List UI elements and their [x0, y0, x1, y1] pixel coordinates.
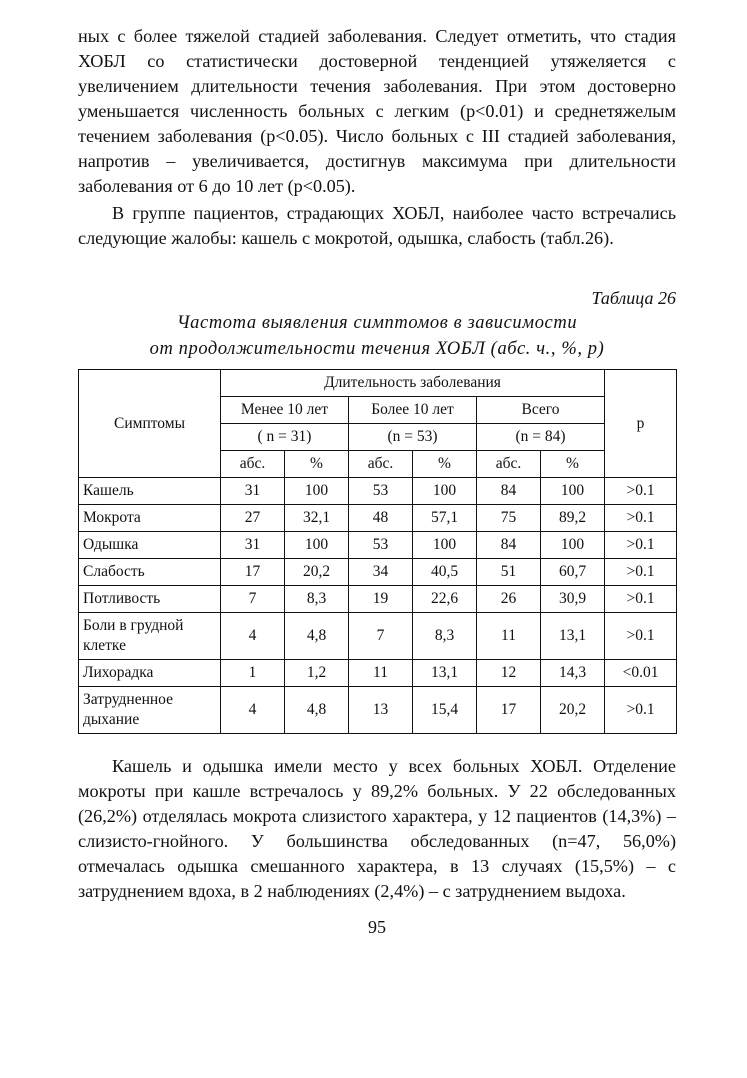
cell-abs: 4 [221, 687, 285, 734]
cell-abs: 84 [477, 478, 541, 505]
cell-abs: 11 [477, 613, 541, 660]
header-abs: абс. [221, 451, 285, 478]
symptom-name: Мокрота [79, 505, 221, 532]
cell-abs: 31 [221, 478, 285, 505]
header-abs: абс. [477, 451, 541, 478]
cell-pct: 57,1 [413, 505, 477, 532]
table-row [79, 478, 677, 505]
cell-pct: 30,9 [541, 586, 605, 613]
symptoms-table [78, 369, 677, 734]
cell-abs: 53 [349, 532, 413, 559]
cell-p: <0.01 [605, 660, 677, 687]
cell-abs: 12 [477, 660, 541, 687]
cell-pct: 13,1 [541, 613, 605, 660]
cell-pct: 100 [541, 532, 605, 559]
table-row [79, 586, 677, 613]
cell-p: >0.1 [605, 478, 677, 505]
cell-pct: 4,8 [285, 613, 349, 660]
cell-abs: 51 [477, 559, 541, 586]
cell-pct: 89,2 [541, 505, 605, 532]
cell-abs: 31 [221, 532, 285, 559]
header-symptoms: Симптомы [79, 370, 221, 478]
paragraph-findings: Кашель и одышка имели место у всех больных ХОБЛ. Отделение мокроты при кашле встречалось у 89,2% больных. У 22 обследованных (26,2%) отделялась мокрота слизистого характера, у 12 пациентов (14,3%) – слизисто-гнойного. У большинства обследованных (n=47, 56,0%) отмечалась одышка смешанного характера, в 13 случаях (15,5%) – с затруднением вдоха, в 2 наблюдениях (2,4%) – с затруднением выдоха. [78, 756, 676, 901]
cell-abs: 4 [221, 613, 285, 660]
table-title-line-2: от продолжительности течения ХОБЛ (абс. ч., %, р) [149, 339, 605, 359]
table-row [79, 687, 677, 734]
header-abs: абс. [349, 451, 413, 478]
cell-pct: 8,3 [413, 613, 477, 660]
cell-p: >0.1 [605, 532, 677, 559]
cell-p: >0.1 [605, 559, 677, 586]
table-row [79, 613, 677, 660]
header-pct: % [413, 451, 477, 478]
cell-abs: 17 [221, 559, 285, 586]
cell-pct: 20,2 [541, 687, 605, 734]
table-row [79, 505, 677, 532]
symptom-name: Слабость [79, 559, 221, 586]
header-group3-label: Всего [477, 397, 605, 424]
symptom-name: Лихорадка [79, 660, 221, 687]
table-row [79, 532, 677, 559]
header-group2-label: Более 10 лет [349, 397, 477, 424]
cell-pct: 14,3 [541, 660, 605, 687]
table-body [79, 478, 677, 734]
cell-abs: 1 [221, 660, 285, 687]
symptom-name: Боли в грудной клетке [79, 613, 221, 660]
cell-abs: 34 [349, 559, 413, 586]
paragraph-intro: ных с более тяжелой стадией заболевания. Следует отметить, что стадия ХОБЛ со статистически достоверной тенденцией утяжеляется с увеличением длительности течения заболевания. При этом достоверно уменьшается численность больных с легким (p<0.01) и среднетяжелым течением заболевания (p<0.05). Число больных с III стадией заболевания, напротив – увеличивается, достигнув максимума при длительности заболевания от 6 до 10 лет (p<0.05). [78, 26, 676, 196]
header-pct: % [541, 451, 605, 478]
cell-abs: 7 [349, 613, 413, 660]
symptom-name: Кашель [79, 478, 221, 505]
cell-pct: 100 [541, 478, 605, 505]
cell-pct: 15,4 [413, 687, 477, 734]
table-title-line-1: Частота выявления симптомов в зависимости [176, 313, 578, 333]
cell-abs: 26 [477, 586, 541, 613]
cell-p: >0.1 [605, 586, 677, 613]
cell-pct: 40,5 [413, 559, 477, 586]
header-pct: % [285, 451, 349, 478]
table-row [79, 559, 677, 586]
cell-pct: 4,8 [285, 687, 349, 734]
header-group1-label: Менее 10 лет [221, 397, 349, 424]
cell-abs: 13 [349, 687, 413, 734]
paragraph-complaints: В группе пациентов, страдающих ХОБЛ, наиболее часто встречались следующие жалобы: кашель с мокротой, одышка, слабость (табл.26). [78, 203, 676, 248]
cell-pct: 100 [285, 478, 349, 505]
header-p: р [605, 370, 677, 478]
cell-abs: 75 [477, 505, 541, 532]
cell-abs: 7 [221, 586, 285, 613]
header-group1-n: ( n = 31) [221, 424, 349, 451]
cell-abs: 53 [349, 478, 413, 505]
cell-abs: 27 [221, 505, 285, 532]
cell-pct: 1,2 [285, 660, 349, 687]
symptom-name: Одышка [79, 532, 221, 559]
symptom-name: Потливость [79, 586, 221, 613]
header-duration: Длительность заболевания [221, 370, 605, 397]
cell-pct: 32,1 [285, 505, 349, 532]
cell-p: >0.1 [605, 505, 677, 532]
cell-pct: 100 [413, 532, 477, 559]
header-group2-n: (n = 53) [349, 424, 477, 451]
cell-pct: 13,1 [413, 660, 477, 687]
book-page [78, 20, 676, 938]
cell-pct: 100 [285, 532, 349, 559]
cell-abs: 11 [349, 660, 413, 687]
cell-p: >0.1 [605, 687, 677, 734]
table-number-label: Таблица 26 [591, 288, 676, 308]
cell-abs: 17 [477, 687, 541, 734]
cell-abs: 19 [349, 586, 413, 613]
header-group3-n: (n = 84) [477, 424, 605, 451]
symptom-name: Затрудненное дыхание [79, 687, 221, 734]
cell-pct: 8,3 [285, 586, 349, 613]
cell-pct: 22,6 [413, 586, 477, 613]
cell-p: >0.1 [605, 613, 677, 660]
page-number: 95 [368, 917, 386, 937]
cell-pct: 100 [413, 478, 477, 505]
cell-pct: 20,2 [285, 559, 349, 586]
cell-abs: 84 [477, 532, 541, 559]
table-row [79, 660, 677, 687]
cell-pct: 60,7 [541, 559, 605, 586]
cell-abs: 48 [349, 505, 413, 532]
